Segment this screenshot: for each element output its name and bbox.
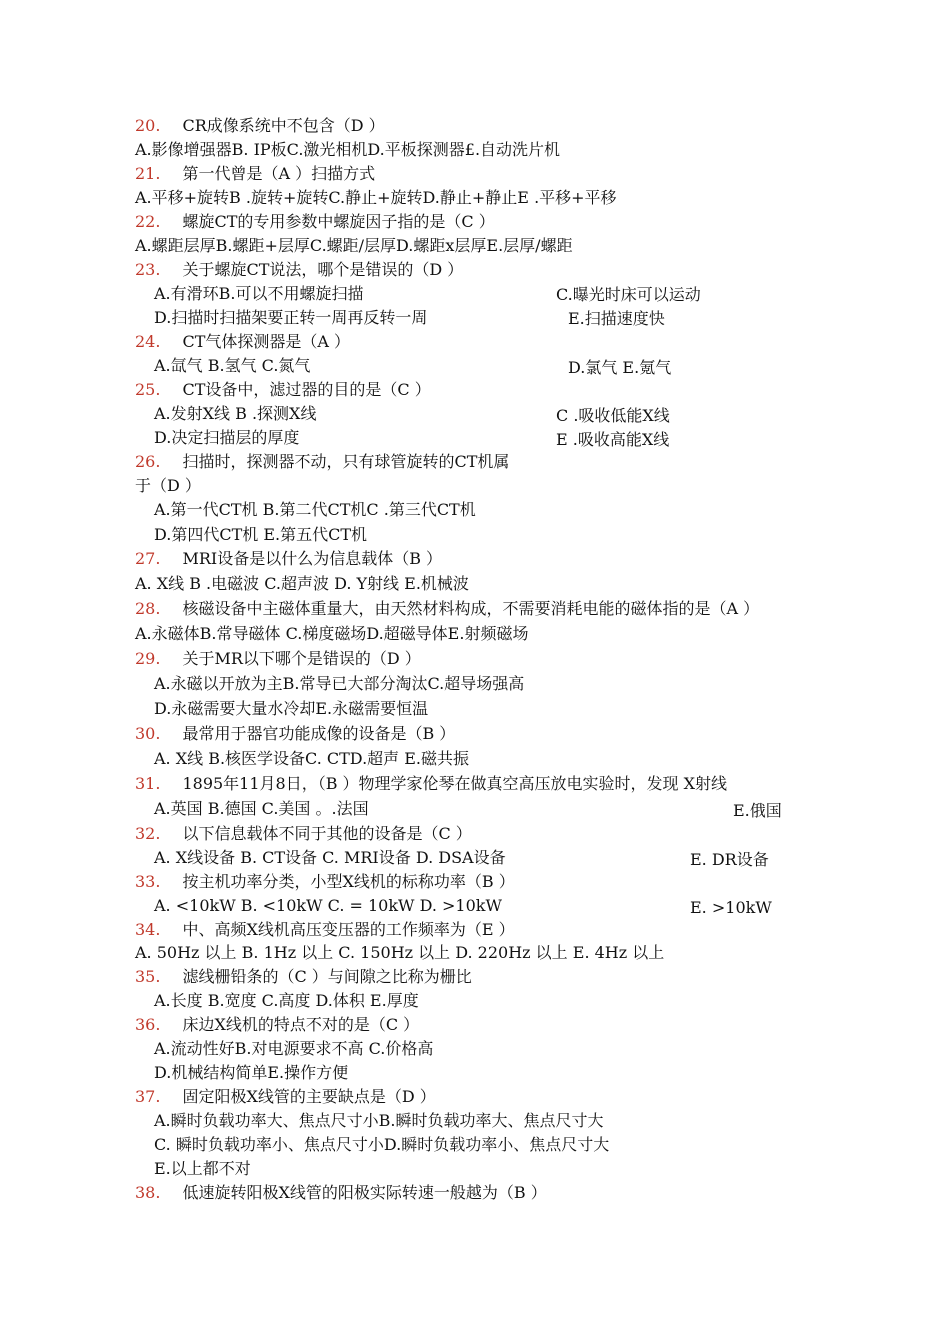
question-text: 按主机功率分类，小型X线机的标称功率（B ） — [182, 872, 515, 891]
question-text: 固定阳极X线管的主要缺点是（D ） — [182, 1087, 436, 1106]
question-number: 22. — [135, 212, 161, 231]
options-line: E.以上都不对 — [154, 1159, 251, 1178]
question-29 — [135, 649, 421, 669]
question-number: 36. — [135, 1015, 161, 1034]
question-text: 最常用于器官功能成像的设备是（B ） — [182, 724, 456, 743]
option-right: C.曝光时床可以运动 — [556, 285, 701, 304]
question-text: 床边X线机的特点不对的是（C ） — [182, 1015, 420, 1034]
options-line: A.第一代CT机 B.第二代CT机C .第三代CT机 — [154, 500, 476, 519]
question-23 — [135, 260, 463, 280]
question-number: 29. — [135, 649, 161, 668]
question-26 — [135, 452, 509, 472]
question-25 — [135, 380, 431, 400]
option-left: A.发射X线 B .探测X线 — [154, 404, 317, 423]
question-number: 34. — [135, 920, 161, 939]
question-number: 28. — [135, 599, 161, 618]
question-number: 31. — [135, 774, 161, 793]
question-number: 23. — [135, 260, 161, 279]
question-38 — [135, 1183, 547, 1203]
question-number: 26. — [135, 452, 161, 471]
question-number: 32. — [135, 824, 161, 843]
option-left: D.扫描时扫描架要正转一周再反转一周 — [154, 308, 428, 327]
question-text: 螺旋CT的专用参数中螺旋因子指的是（C ） — [182, 212, 495, 231]
options-line: A. 50Hz 以上 B. 1Hz 以上 C. 150Hz 以上 D. 220Hz 以上 E. 4Hz 以上 — [135, 943, 665, 962]
question-31 — [135, 774, 727, 794]
options-line: A. X线 B .电磁波 C.超声波 D. Y射线 E.机械波 — [135, 574, 469, 593]
option-left: D.决定扫描层的厚度 — [154, 428, 300, 447]
options-line: A.长度 B.宽度 C.高度 D.体积 E.厚度 — [154, 991, 419, 1010]
question-number: 21. — [135, 164, 161, 183]
options-line: A.流动性好B.对电源要求不高 C.价格高 — [154, 1039, 434, 1058]
question-text: CT气体探测器是（A ） — [182, 332, 351, 351]
question-24 — [135, 332, 350, 352]
question-number: 24. — [135, 332, 161, 351]
options-line: A.平移+旋转B .旋转+旋转C.静止+旋转D.静止+静止E .平移+平移 — [135, 188, 617, 207]
options-line: D.永磁需要大量水冷却E.永磁需要恒温 — [154, 699, 429, 718]
question-text: 中、高频X线机高压变压器的工作频率为（E ） — [182, 920, 515, 939]
option-left: A.有滑环B.可以不用螺旋扫描 — [154, 284, 364, 303]
question-text: 低速旋转阳极X线管的阳极实际转速一般越为（B ） — [182, 1183, 547, 1202]
question-number: 25. — [135, 380, 161, 399]
question-text: CT设备中，滤过器的目的是（C ） — [182, 380, 431, 399]
question-number: 38. — [135, 1183, 161, 1202]
options-line: C. 瞬时负载功率小、焦点尺寸小D.瞬时负载功率小、焦点尺寸大 — [154, 1135, 610, 1154]
question-text: MRI设备是以什么为信息载体（B ） — [182, 549, 443, 568]
question-number: 33. — [135, 872, 161, 891]
question-32 — [135, 824, 472, 844]
question-text: CR成像系统中不包含（D ） — [182, 116, 385, 135]
question-35 — [135, 967, 472, 987]
question-number: 20. — [135, 116, 161, 135]
question-text: 以下信息载体不同于其他的设备是（C ） — [182, 824, 472, 843]
option-right: E. DR设备 — [690, 850, 769, 869]
options-line: A. X线 B.核医学设备C. CTD.超声 E.磁共振 — [154, 749, 470, 768]
option-left: A. X线设备 B. CT设备 C. MRI设备 D. DSA设备 — [154, 848, 506, 867]
option-right: E .吸收高能X线 — [556, 430, 670, 449]
question-30 — [135, 724, 455, 744]
question-28 — [135, 599, 759, 619]
question-27 — [135, 549, 442, 569]
question-text: 核磁设备中主磁体重量大，由天然材料构成，不需要消耗电能的磁体指的是（A ） — [182, 599, 760, 618]
option-left: A.英国 B.德国 C.美国 。.法国 — [154, 799, 369, 818]
question-text: 1895年11月8日，（B ）物理学家伦琴在做真空高压放电实验时，发现 X射线 — [182, 774, 728, 793]
option-right: E.扫描速度快 — [568, 309, 665, 328]
question-number: 37. — [135, 1087, 161, 1106]
question-number: 30. — [135, 724, 161, 743]
question-text: 第一代曾是（A ）扫描方式 — [182, 164, 376, 183]
question-37 — [135, 1087, 436, 1107]
option-left: A.氙气 B.氢气 C.氮气 — [154, 356, 311, 375]
question-34 — [135, 920, 515, 940]
options-line: A.永磁体B.常导磁体 C.梯度磁场D.超磁导体E.射频磁场 — [135, 624, 529, 643]
options-line: A.螺距层厚B.螺距+层厚C.螺距/层厚D.螺距x层厚E.层厚/螺距 — [135, 236, 573, 255]
question-text: 关于螺旋CT说法，哪个是错误的（D ） — [182, 260, 464, 279]
question-text: 滤线栅铅条的（C ）与间隙之比称为栅比 — [182, 967, 472, 986]
options-line: A.瞬时负载功率大、焦点尺寸小B.瞬时负载功率大、焦点尺寸大 — [154, 1111, 604, 1130]
question-33 — [135, 872, 515, 892]
question-20 — [135, 116, 385, 136]
option-right: C .吸收低能X线 — [556, 406, 670, 425]
question-text: 关于MR以下哪个是错误的（D ） — [182, 649, 421, 668]
question-36 — [135, 1015, 419, 1035]
option-right: E.俄国 — [733, 801, 782, 820]
options-line: A.永磁以开放为主B.常导已大部分淘汰C.超导场强高 — [154, 674, 525, 693]
option-right: E. >10kW — [690, 898, 772, 917]
question-21 — [135, 164, 375, 184]
question-number: 27. — [135, 549, 161, 568]
question-number: 35. — [135, 967, 161, 986]
options-line: D.机械结构简单E.操作方便 — [154, 1063, 349, 1082]
question-continuation: 于（D ） — [135, 476, 201, 495]
options-line: D.第四代CT机 E.第五代CT机 — [154, 525, 368, 544]
options-line: A.影像增强器B. IP板C.激光相机D.平板探测器£.自动洗片机 — [135, 140, 561, 159]
question-22 — [135, 212, 495, 232]
option-left: A. <10kW B. <10kW C. = 10kW D. >10kW — [154, 896, 502, 915]
question-text: 扫描时，探测器不动，只有球管旋转的CT机属 — [182, 452, 510, 471]
option-right: D.氯气 E.氪气 — [568, 358, 672, 377]
